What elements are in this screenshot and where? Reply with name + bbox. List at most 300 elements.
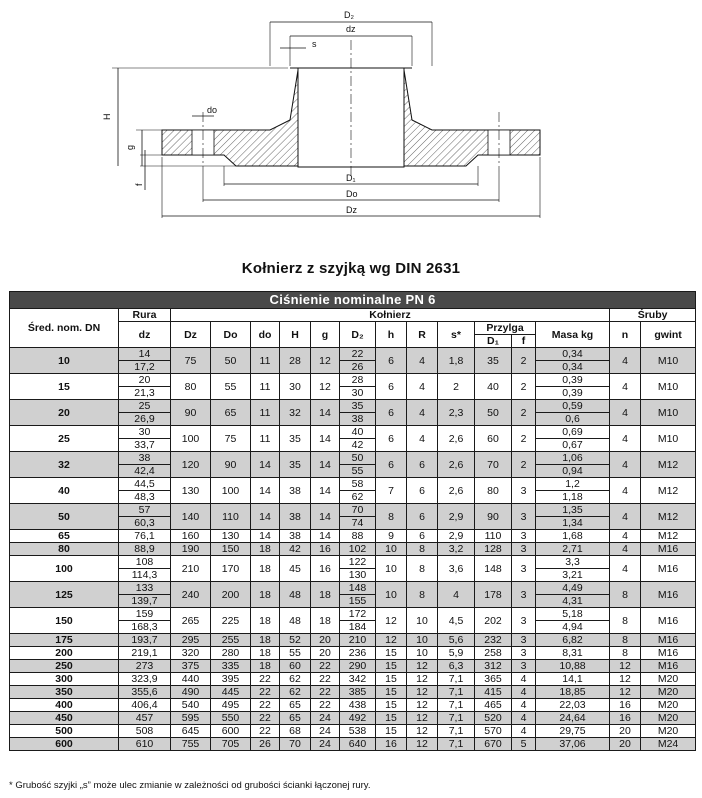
cell-h: 6 bbox=[376, 426, 407, 452]
label-h: H bbox=[102, 113, 112, 120]
cell-D2: 88 bbox=[340, 530, 376, 543]
value-upper: 0,59 bbox=[562, 400, 583, 412]
cell-n: 16 bbox=[610, 699, 641, 712]
cell-do: 26 bbox=[251, 738, 280, 751]
cell-g: 22 bbox=[311, 673, 340, 686]
cell-H: 28 bbox=[280, 348, 311, 374]
cell-n: 4 bbox=[610, 426, 641, 452]
value-upper: 35 bbox=[351, 400, 364, 412]
cell-H: 70 bbox=[280, 738, 311, 751]
cell-do: 14 bbox=[251, 504, 280, 530]
cell-f: 2 bbox=[512, 426, 536, 452]
cell-D1: 50 bbox=[475, 400, 512, 426]
cell-s: 7,1 bbox=[438, 738, 475, 751]
value-lower: 1,18 bbox=[536, 490, 609, 503]
cell-dz bbox=[119, 426, 171, 452]
table-row bbox=[10, 582, 696, 608]
cell-D2: 492 bbox=[340, 712, 376, 725]
cell-Do: 90 bbox=[211, 452, 251, 478]
table-row bbox=[10, 608, 696, 634]
cell-h: 10 bbox=[376, 556, 407, 582]
cell-h: 10 bbox=[376, 582, 407, 608]
split-values bbox=[536, 400, 609, 425]
cell-H: 38 bbox=[280, 478, 311, 504]
split-values bbox=[119, 400, 170, 425]
value-lower: 3,21 bbox=[536, 568, 609, 581]
cell-dz bbox=[119, 452, 171, 478]
cell-dz: 193,7 bbox=[119, 634, 171, 647]
cell-gwint: M12 bbox=[641, 530, 696, 543]
cell-D1: 258 bbox=[475, 647, 512, 660]
cell-h: 15 bbox=[376, 699, 407, 712]
col-group-przylga: Przylga bbox=[475, 322, 536, 335]
cell-dz: 76,1 bbox=[119, 530, 171, 543]
cell-Dz: 100 bbox=[171, 426, 211, 452]
cell-s: 7,1 bbox=[438, 673, 475, 686]
cell-D1: 465 bbox=[475, 699, 512, 712]
cell-masa bbox=[536, 374, 610, 400]
table-row bbox=[10, 634, 696, 647]
split-values bbox=[340, 400, 375, 425]
cell-dn: 150 bbox=[10, 608, 119, 634]
cell-do: 11 bbox=[251, 348, 280, 374]
cell-D2: 102 bbox=[340, 543, 376, 556]
cell-g: 14 bbox=[311, 530, 340, 543]
cell-R: 12 bbox=[407, 673, 438, 686]
cell-masa: 8,31 bbox=[536, 647, 610, 660]
col-masa: Masa kg bbox=[536, 322, 610, 348]
value-lower: 155 bbox=[340, 594, 375, 607]
cell-n: 4 bbox=[610, 543, 641, 556]
cell-R: 6 bbox=[407, 478, 438, 504]
cell-n: 8 bbox=[610, 608, 641, 634]
table-row bbox=[10, 673, 696, 686]
cell-D1: 128 bbox=[475, 543, 512, 556]
col-D1: D₁ bbox=[475, 335, 512, 348]
cell-D1: 35 bbox=[475, 348, 512, 374]
split-values bbox=[119, 374, 170, 399]
cell-R: 6 bbox=[407, 504, 438, 530]
cell-masa: 2,71 bbox=[536, 543, 610, 556]
col-R: R bbox=[407, 322, 438, 348]
cell-D2 bbox=[340, 452, 376, 478]
cell-R: 10 bbox=[407, 608, 438, 634]
cell-masa: 1,68 bbox=[536, 530, 610, 543]
cell-do: 18 bbox=[251, 543, 280, 556]
cell-Do: 75 bbox=[211, 426, 251, 452]
cell-D1: 365 bbox=[475, 673, 512, 686]
split-values bbox=[340, 348, 375, 373]
cell-Do: 55 bbox=[211, 374, 251, 400]
cell-masa bbox=[536, 582, 610, 608]
cell-do: 14 bbox=[251, 478, 280, 504]
cell-f: 2 bbox=[512, 348, 536, 374]
cell-dz bbox=[119, 582, 171, 608]
cell-dn: 300 bbox=[10, 673, 119, 686]
table-row bbox=[10, 738, 696, 751]
cell-Do: 170 bbox=[211, 556, 251, 582]
footnote: * Grubość szyjki „s” może ulec zmianie w zależności od grubości ścianki łączonej rury. bbox=[9, 780, 371, 791]
cell-do: 22 bbox=[251, 725, 280, 738]
cell-R: 12 bbox=[407, 738, 438, 751]
cell-dz bbox=[119, 400, 171, 426]
value-lower: 33,7 bbox=[119, 438, 170, 451]
cell-f: 3 bbox=[512, 543, 536, 556]
table-row bbox=[10, 400, 696, 426]
cell-D2 bbox=[340, 478, 376, 504]
cell-do: 18 bbox=[251, 634, 280, 647]
split-values bbox=[536, 478, 609, 503]
value-lower: 4,31 bbox=[536, 594, 609, 607]
cell-s: 3,2 bbox=[438, 543, 475, 556]
table-row bbox=[10, 348, 696, 374]
label-dz-outer: Dz bbox=[346, 205, 357, 215]
value-lower: 114,3 bbox=[119, 568, 170, 581]
cell-H: 68 bbox=[280, 725, 311, 738]
cell-s: 7,1 bbox=[438, 712, 475, 725]
cell-Dz: 240 bbox=[171, 582, 211, 608]
cell-D2 bbox=[340, 504, 376, 530]
split-values bbox=[536, 582, 609, 607]
value-lower: 184 bbox=[340, 620, 375, 633]
cell-H: 55 bbox=[280, 647, 311, 660]
value-lower: 4,94 bbox=[536, 620, 609, 633]
value-lower: 60,3 bbox=[119, 516, 170, 529]
value-upper: 0,34 bbox=[562, 348, 583, 360]
cell-gwint: M16 bbox=[641, 608, 696, 634]
cell-n: 4 bbox=[610, 452, 641, 478]
cell-f: 3 bbox=[512, 660, 536, 673]
cell-f: 3 bbox=[512, 504, 536, 530]
col-Do: Do bbox=[211, 322, 251, 348]
value-lower: 168,3 bbox=[119, 620, 170, 633]
value-upper: 58 bbox=[351, 478, 364, 490]
cell-gwint: M20 bbox=[641, 725, 696, 738]
cell-g: 20 bbox=[311, 634, 340, 647]
cell-h: 6 bbox=[376, 348, 407, 374]
cell-masa bbox=[536, 478, 610, 504]
value-upper: 3,3 bbox=[565, 556, 580, 568]
cell-D1: 202 bbox=[475, 608, 512, 634]
cell-Do: 65 bbox=[211, 400, 251, 426]
split-values bbox=[536, 426, 609, 451]
cell-s: 5,9 bbox=[438, 647, 475, 660]
cell-H: 35 bbox=[280, 452, 311, 478]
cell-R: 8 bbox=[407, 582, 438, 608]
cell-gwint: M10 bbox=[641, 426, 696, 452]
cell-do: 18 bbox=[251, 660, 280, 673]
cell-D2 bbox=[340, 348, 376, 374]
label-f: f bbox=[134, 183, 144, 186]
value-lower: 42 bbox=[340, 438, 375, 451]
label-g: g bbox=[125, 144, 135, 150]
cell-gwint: M10 bbox=[641, 374, 696, 400]
cell-D2 bbox=[340, 374, 376, 400]
page-title: Kołnierz z szyjką wg DIN 2631 bbox=[241, 260, 461, 277]
cell-D2: 438 bbox=[340, 699, 376, 712]
cell-Dz: 490 bbox=[171, 686, 211, 699]
cell-R: 10 bbox=[407, 647, 438, 660]
cell-dn: 200 bbox=[10, 647, 119, 660]
cell-h: 15 bbox=[376, 712, 407, 725]
cell-gwint: M16 bbox=[641, 660, 696, 673]
cell-R: 4 bbox=[407, 374, 438, 400]
cell-D1: 232 bbox=[475, 634, 512, 647]
cell-f: 4 bbox=[512, 712, 536, 725]
split-values bbox=[119, 426, 170, 451]
cell-f: 2 bbox=[512, 374, 536, 400]
cell-gwint: M12 bbox=[641, 452, 696, 478]
cell-dz bbox=[119, 348, 171, 374]
cell-s: 2,6 bbox=[438, 452, 475, 478]
cell-Do: 200 bbox=[211, 582, 251, 608]
value-upper: 40 bbox=[351, 426, 364, 438]
cell-Dz: 295 bbox=[171, 634, 211, 647]
col-do: do bbox=[251, 322, 280, 348]
cell-g: 24 bbox=[311, 712, 340, 725]
cell-dz: 323,9 bbox=[119, 673, 171, 686]
table-row bbox=[10, 556, 696, 582]
cell-h: 15 bbox=[376, 686, 407, 699]
table-row bbox=[10, 504, 696, 530]
cell-n: 4 bbox=[610, 530, 641, 543]
cell-masa: 24,64 bbox=[536, 712, 610, 725]
split-values bbox=[119, 608, 170, 633]
cell-D2: 236 bbox=[340, 647, 376, 660]
col-H: H bbox=[280, 322, 311, 348]
cell-Do: 445 bbox=[211, 686, 251, 699]
value-upper: 159 bbox=[135, 608, 154, 620]
cell-h: 8 bbox=[376, 504, 407, 530]
cell-D1: 570 bbox=[475, 725, 512, 738]
cell-h: 10 bbox=[376, 543, 407, 556]
cell-dz bbox=[119, 478, 171, 504]
cell-n: 4 bbox=[610, 556, 641, 582]
cell-g: 14 bbox=[311, 400, 340, 426]
cell-h: 6 bbox=[376, 374, 407, 400]
cell-D1: 178 bbox=[475, 582, 512, 608]
cell-g: 22 bbox=[311, 699, 340, 712]
cell-f: 4 bbox=[512, 686, 536, 699]
cell-f: 3 bbox=[512, 556, 536, 582]
cell-do: 11 bbox=[251, 400, 280, 426]
cell-dz: 88,9 bbox=[119, 543, 171, 556]
cell-R: 8 bbox=[407, 556, 438, 582]
cell-dn: 25 bbox=[10, 426, 119, 452]
cell-Dz: 190 bbox=[171, 543, 211, 556]
value-upper: 0,69 bbox=[562, 426, 583, 438]
cell-g: 12 bbox=[311, 348, 340, 374]
cell-masa: 18,85 bbox=[536, 686, 610, 699]
cell-g: 12 bbox=[311, 374, 340, 400]
split-values bbox=[119, 348, 170, 373]
cell-H: 48 bbox=[280, 582, 311, 608]
cell-masa: 22,03 bbox=[536, 699, 610, 712]
split-values bbox=[536, 348, 609, 373]
value-lower: 0,6 bbox=[536, 412, 609, 425]
cell-dz: 355,6 bbox=[119, 686, 171, 699]
value-upper: 30 bbox=[138, 426, 151, 438]
value-lower: 17,2 bbox=[119, 360, 170, 373]
cell-dn: 500 bbox=[10, 725, 119, 738]
value-upper: 5,18 bbox=[562, 608, 583, 620]
cell-H: 48 bbox=[280, 608, 311, 634]
cell-R: 8 bbox=[407, 543, 438, 556]
cell-H: 30 bbox=[280, 374, 311, 400]
cell-dn: 10 bbox=[10, 348, 119, 374]
cell-n: 8 bbox=[610, 647, 641, 660]
value-lower: 0,39 bbox=[536, 386, 609, 399]
cell-Do: 600 bbox=[211, 725, 251, 738]
value-lower: 0,94 bbox=[536, 464, 609, 477]
cell-do: 22 bbox=[251, 673, 280, 686]
cell-R: 6 bbox=[407, 530, 438, 543]
cell-h: 15 bbox=[376, 673, 407, 686]
cell-D2 bbox=[340, 556, 376, 582]
cell-Dz: 440 bbox=[171, 673, 211, 686]
cell-f: 3 bbox=[512, 608, 536, 634]
value-upper: 25 bbox=[138, 400, 151, 412]
cell-Dz: 595 bbox=[171, 712, 211, 725]
table-body bbox=[10, 348, 696, 751]
cell-h: 6 bbox=[376, 452, 407, 478]
cell-g: 22 bbox=[311, 660, 340, 673]
cell-H: 35 bbox=[280, 426, 311, 452]
split-values bbox=[340, 582, 375, 607]
cell-dz bbox=[119, 504, 171, 530]
cell-H: 45 bbox=[280, 556, 311, 582]
cell-dn: 32 bbox=[10, 452, 119, 478]
cell-dz: 508 bbox=[119, 725, 171, 738]
cell-dz bbox=[119, 608, 171, 634]
value-upper: 0,39 bbox=[562, 374, 583, 386]
col-dn: Śred. nom. DN bbox=[10, 309, 119, 348]
cell-f: 4 bbox=[512, 673, 536, 686]
table-row bbox=[10, 725, 696, 738]
cell-Dz: 645 bbox=[171, 725, 211, 738]
split-values bbox=[340, 556, 375, 581]
value-lower: 30 bbox=[340, 386, 375, 399]
cell-dz: 610 bbox=[119, 738, 171, 751]
cell-gwint: M12 bbox=[641, 478, 696, 504]
cell-g: 20 bbox=[311, 647, 340, 660]
cell-h: 6 bbox=[376, 400, 407, 426]
cell-Dz: 265 bbox=[171, 608, 211, 634]
table-row bbox=[10, 452, 696, 478]
cell-g: 22 bbox=[311, 686, 340, 699]
split-values bbox=[340, 452, 375, 477]
cell-n: 4 bbox=[610, 348, 641, 374]
value-upper: 22 bbox=[351, 348, 364, 360]
cell-Dz: 160 bbox=[171, 530, 211, 543]
col-Dz: Dz bbox=[171, 322, 211, 348]
col-n: n bbox=[610, 322, 641, 348]
value-lower: 0,34 bbox=[536, 360, 609, 373]
cell-n: 16 bbox=[610, 712, 641, 725]
cell-dz: 457 bbox=[119, 712, 171, 725]
col-group-sruby: Śruby bbox=[610, 309, 696, 322]
cell-g: 24 bbox=[311, 738, 340, 751]
value-upper: 172 bbox=[348, 608, 367, 620]
cell-masa bbox=[536, 348, 610, 374]
cell-dn: 20 bbox=[10, 400, 119, 426]
cell-D1: 670 bbox=[475, 738, 512, 751]
col-s: s* bbox=[438, 322, 475, 348]
cell-D2: 385 bbox=[340, 686, 376, 699]
cell-gwint: M16 bbox=[641, 556, 696, 582]
cell-Do: 150 bbox=[211, 543, 251, 556]
cell-gwint: M10 bbox=[641, 348, 696, 374]
cell-Do: 280 bbox=[211, 647, 251, 660]
table-row bbox=[10, 660, 696, 673]
split-values bbox=[340, 478, 375, 503]
cell-D1: 110 bbox=[475, 530, 512, 543]
cell-H: 65 bbox=[280, 712, 311, 725]
cell-D2 bbox=[340, 426, 376, 452]
table-row bbox=[10, 686, 696, 699]
cell-g: 24 bbox=[311, 725, 340, 738]
col-group-rura: Rura bbox=[119, 309, 171, 322]
value-upper: 1,06 bbox=[562, 452, 583, 464]
col-D2: D₂ bbox=[340, 322, 376, 348]
cell-dn: 400 bbox=[10, 699, 119, 712]
table-row bbox=[10, 699, 696, 712]
cell-D1: 90 bbox=[475, 504, 512, 530]
cell-dz bbox=[119, 374, 171, 400]
cell-masa: 37,06 bbox=[536, 738, 610, 751]
cell-Dz: 540 bbox=[171, 699, 211, 712]
cell-h: 12 bbox=[376, 608, 407, 634]
split-values bbox=[340, 374, 375, 399]
cell-masa: 29,75 bbox=[536, 725, 610, 738]
cell-gwint: M20 bbox=[641, 686, 696, 699]
cell-dz: 219,1 bbox=[119, 647, 171, 660]
split-values bbox=[340, 504, 375, 529]
cell-D2: 290 bbox=[340, 660, 376, 673]
cell-gwint: M16 bbox=[641, 582, 696, 608]
cell-H: 62 bbox=[280, 686, 311, 699]
cell-f: 2 bbox=[512, 400, 536, 426]
cell-Do: 335 bbox=[211, 660, 251, 673]
cell-s: 2,3 bbox=[438, 400, 475, 426]
value-lower: 139,7 bbox=[119, 594, 170, 607]
value-upper: 122 bbox=[348, 556, 367, 568]
value-lower: 62 bbox=[340, 490, 375, 503]
value-lower: 130 bbox=[340, 568, 375, 581]
cell-s: 7,1 bbox=[438, 686, 475, 699]
cell-g: 14 bbox=[311, 452, 340, 478]
split-values bbox=[119, 452, 170, 477]
col-gwint: gwint bbox=[641, 322, 696, 348]
cell-do: 11 bbox=[251, 426, 280, 452]
cell-s: 2,9 bbox=[438, 504, 475, 530]
split-values bbox=[119, 504, 170, 529]
flange-drawing bbox=[0, 0, 702, 240]
cell-Do: 395 bbox=[211, 673, 251, 686]
flange-cross-section bbox=[0, 0, 702, 240]
cell-gwint: M16 bbox=[641, 634, 696, 647]
cell-R: 10 bbox=[407, 634, 438, 647]
cell-D1: 70 bbox=[475, 452, 512, 478]
cell-f: 5 bbox=[512, 738, 536, 751]
cell-D2 bbox=[340, 582, 376, 608]
cell-Dz: 80 bbox=[171, 374, 211, 400]
flange-spec-table bbox=[9, 291, 696, 751]
cell-R: 4 bbox=[407, 400, 438, 426]
value-lower: 1,34 bbox=[536, 516, 609, 529]
value-upper: 20 bbox=[138, 374, 151, 386]
cell-dn: 600 bbox=[10, 738, 119, 751]
